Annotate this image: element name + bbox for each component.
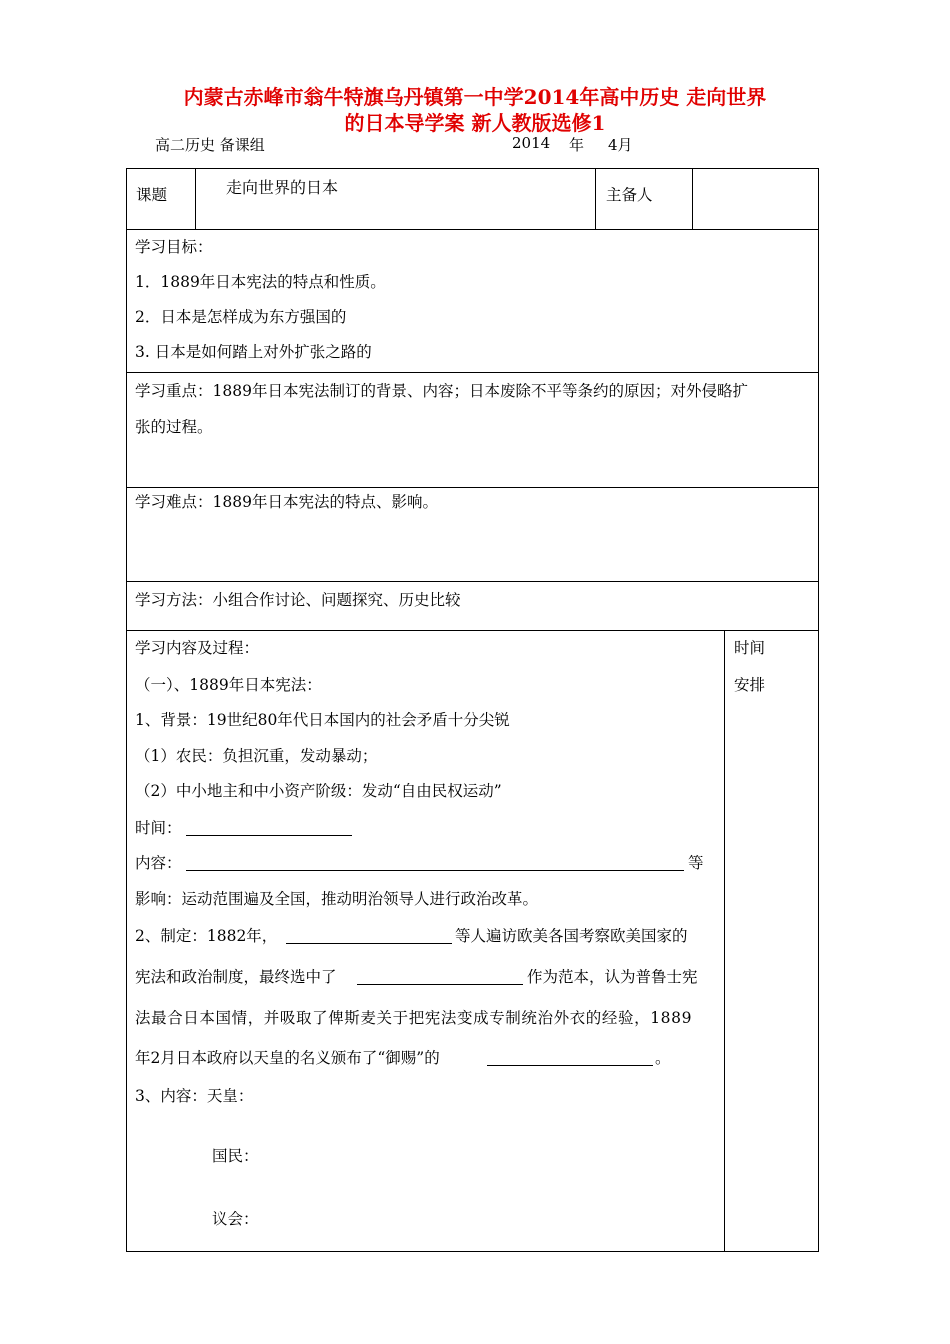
making-text-f: 年2月日本政府以天皇的名义颁布了“御赐”的 [135, 1049, 440, 1067]
col-divider [724, 630, 725, 1252]
date-year-unit: 年 [569, 136, 585, 154]
prep-group: 高二历史 备课组 [155, 136, 265, 154]
landlords: （2）中小地主和中小资产阶级：发动“自由民权运动” [135, 782, 502, 800]
influence: 影响：运动范围遍及全国，推动明治领导人进行政治改革。 [135, 890, 539, 908]
topic-label: 课题 [136, 186, 168, 204]
background: 1、背景：19世纪80年代日本国内的社会矛盾十分尖锐 [135, 711, 510, 729]
making-text-b: 等人遍访欧美各国考察欧美国家的 [455, 927, 688, 945]
date-month: 4月 [608, 136, 633, 154]
content-section-heading: 3、内容：天皇： [135, 1087, 254, 1105]
doc-title-line-2: 的日本导学案 新人教版选修1 [344, 111, 606, 135]
content-blank[interactable] [186, 870, 684, 871]
key-points-line-2: 张的过程。 [135, 418, 213, 436]
making-text-a: 2、制定：1882年， [135, 927, 278, 945]
farmers: （1）农民：负担沉重，发动暴动； [135, 747, 378, 765]
making-text-g: 。 [655, 1049, 671, 1067]
content-label: 内容： [135, 854, 182, 872]
preparer-label: 主备人 [606, 186, 653, 204]
col-divider [595, 168, 596, 229]
schedule-label-2: 安排 [734, 676, 766, 694]
row-divider [126, 581, 819, 582]
section-1-heading: （一）、1889年日本宪法： [135, 676, 322, 694]
date-year: 2014 [512, 134, 551, 152]
difficulties: 学习难点：1889年日本宪法的特点、影响。 [135, 493, 438, 511]
making-text-d: 作为范本，认为普鲁士宪 [527, 968, 698, 986]
row-divider [126, 630, 819, 631]
making-text-c: 宪法和政治制度，最终选中了 [135, 968, 337, 986]
objective-item: 1．1889年日本宪法的特点和性质。 [135, 273, 386, 291]
objective-item: 3. 日本是如何踏上对外扩张之路的 [135, 343, 372, 361]
doc-title-line-1: 内蒙古赤峰市翁牛特旗乌丹镇第一中学2014年高中历史 走向世界 [183, 85, 767, 109]
content-suffix: 等 [688, 854, 704, 872]
content-heading: 学习内容及过程： [135, 639, 260, 657]
citizens-label: 国民： [212, 1147, 259, 1165]
objectives-heading: 学习目标： [135, 238, 213, 256]
topic-value: 走向世界的日本 [226, 178, 339, 197]
parliament-label: 议会： [212, 1210, 259, 1228]
col-divider [692, 168, 693, 229]
time-label: 时间： [135, 819, 182, 837]
methods: 学习方法：小组合作讨论、问题探究、历史比较 [135, 591, 461, 609]
making-blank-3[interactable] [487, 1065, 653, 1066]
row-divider [126, 372, 819, 373]
making-blank-1[interactable] [286, 943, 452, 944]
making-blank-2[interactable] [357, 984, 523, 985]
schedule-label-1: 时间 [734, 639, 766, 657]
time-blank[interactable] [186, 835, 352, 836]
objective-item: 2．日本是怎样成为东方强国的 [135, 308, 347, 326]
making-text-e: 法最合日本国情，并吸取了俾斯麦关于把宪法变成专制统治外衣的经验，1889 [135, 1009, 693, 1027]
row-divider [126, 229, 819, 230]
key-points-line-1: 学习重点：1889年日本宪法制订的背景、内容；日本废除不平等条约的原因；对外侵略扩 [135, 382, 748, 400]
col-divider [195, 168, 196, 229]
row-divider [126, 487, 819, 488]
